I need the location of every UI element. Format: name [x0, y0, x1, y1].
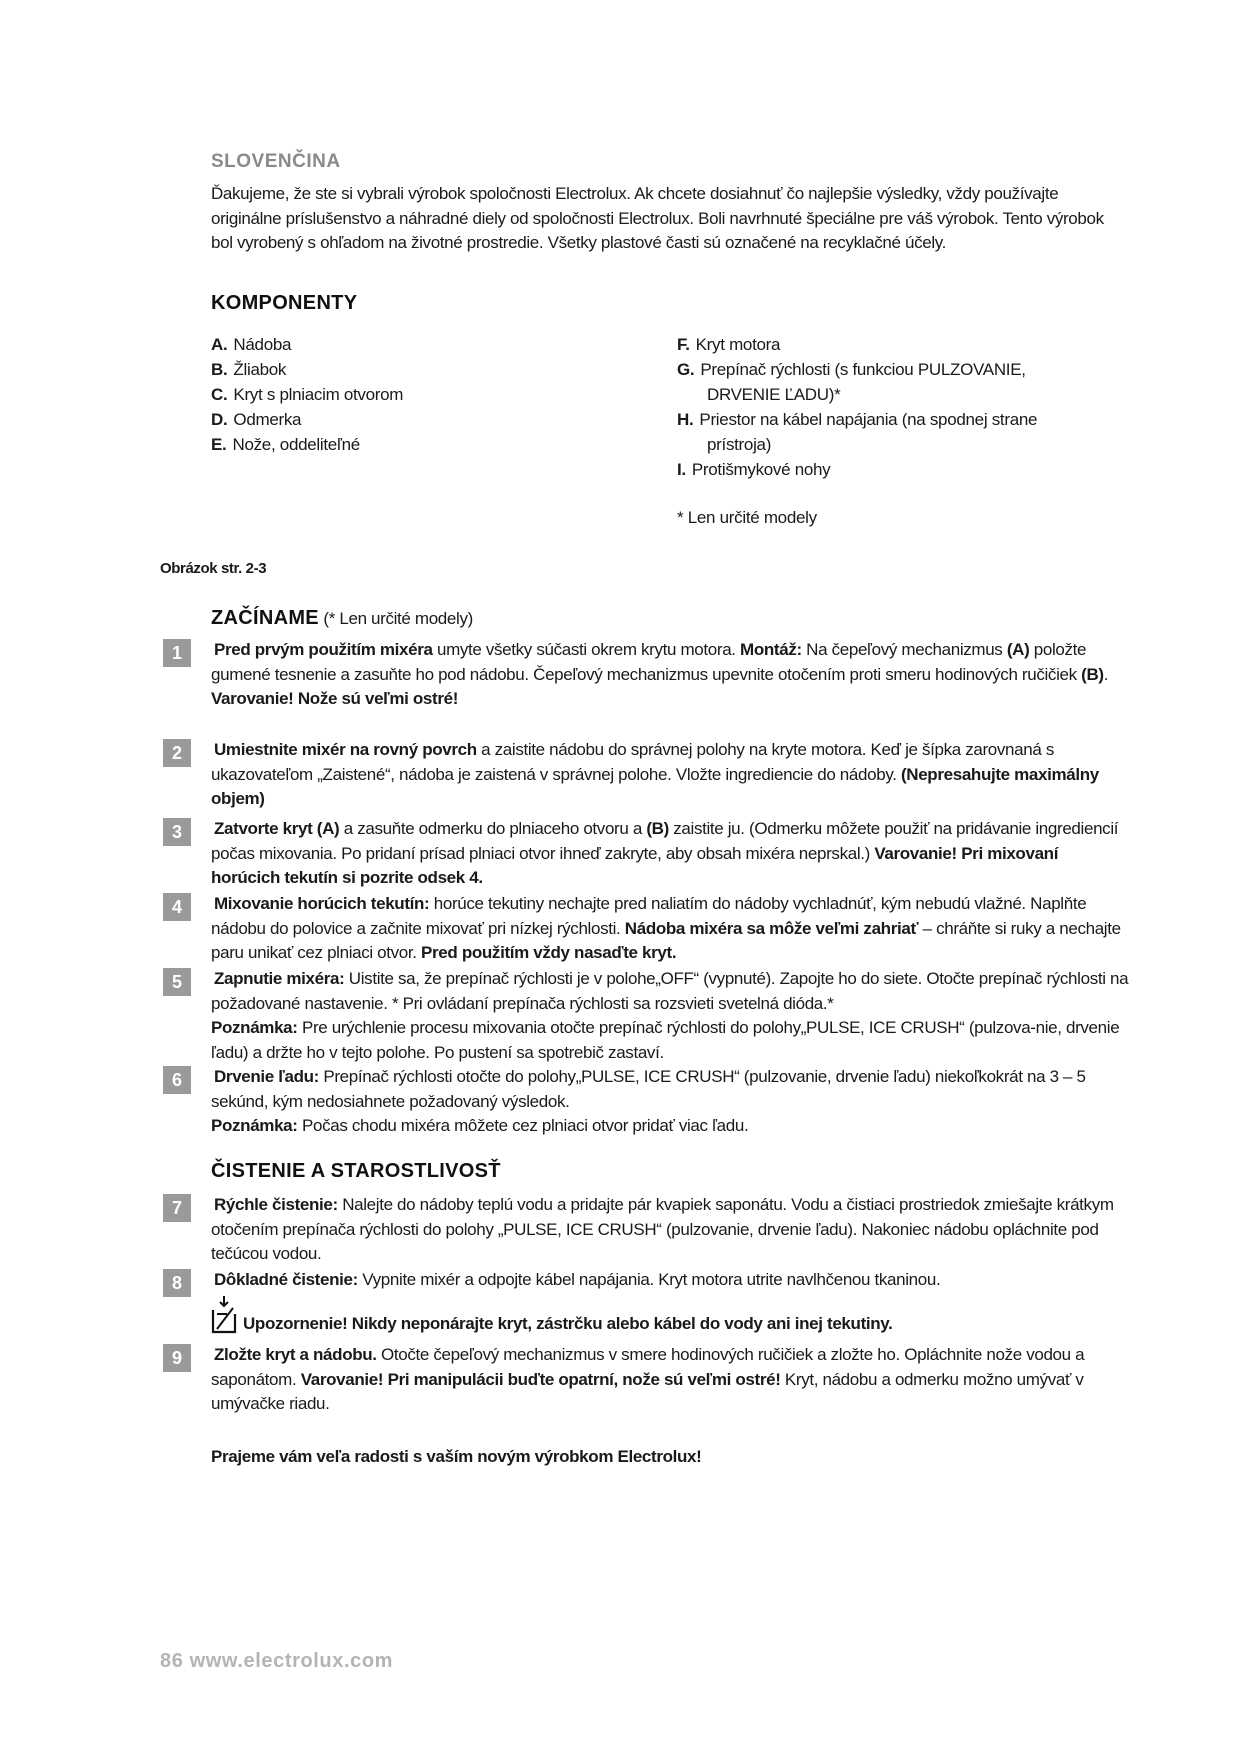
text-segment: Počas chodu mixéra môžete cez plniaci otvor pridať viac ľadu.	[297, 1116, 749, 1135]
step-1-text	[211, 638, 1129, 712]
component-item: A. Nádoba	[211, 335, 292, 354]
bold-text-segment: Umiestnite mixér na rovný povrch	[214, 740, 477, 759]
step-number-badge: 5	[163, 968, 191, 996]
text-segment: a zaistite nádobu do správnej polohy na kryte motora. Keď je šípka zarovnaná s ukazovateľom „Zaistené“, nádoba je zaistená v správnej polohe. Vložte ingrediencie do nádoby.	[211, 740, 1054, 784]
step-number-badge: 9	[163, 1344, 191, 1372]
component-item: B. Žliabok	[211, 360, 287, 379]
components-list-right	[677, 332, 1137, 530]
bold-text-segment: Varovanie! Pri mixovaní horúcich tekutín si pozrite odsek 4.	[211, 843, 1059, 887]
bold-text-segment: Poznámka:	[211, 1116, 298, 1135]
closing-text: Prajeme vám veľa radosti s vaším novým výrobkom Electrolux!	[211, 1447, 702, 1466]
text-segment: Nalejte do nádoby teplú vodu a pridajte pár kvapiek saponátu. Vodu a čistiaci prostriedok zmiešajte krátkym otočením prepínača rýchlosti do polohy „PULSE, ICE CRUSH“ (pulzovanie, drvenie ľadu). Nakoniec nádobu opláchnite pod tečúcou vodou.	[211, 1195, 1114, 1263]
step-3-text	[211, 817, 1129, 891]
step-number-badge: 7	[163, 1194, 191, 1222]
component-item: C. Kryt s plniacim otvorom	[211, 385, 404, 404]
bold-text-segment: Pred prvým použitím mixéra	[214, 640, 433, 659]
text-segment: – chráňte si ruky a nechajte paru unikať cez plniaci otvor.	[211, 918, 1121, 962]
bold-text-segment: Drvenie ľadu:	[214, 1067, 319, 1086]
text-segment: Uistite sa, že prepínač rýchlosti je v polohe„OFF“ (vypnuté). Zapojte ho do siete. Otočte prepínač rýchlosti na požadované nastavenie. * Pri ovládaní prepínača rýchlosti sa rozsvieti svetelná dióda.*	[211, 969, 1129, 1013]
bold-text-segment: (Nepresahujte maximálny objem)	[211, 764, 1099, 808]
component-item: E. Nože, oddeliteľné	[211, 435, 360, 454]
step-7-text	[211, 1193, 1129, 1267]
text-segment: Pre urýchlenie procesu mixovania otočte prepínač rýchlosti do polohy„PULSE, ICE CRUSH“ (pulzova-nie, drvenie ľadu) a držte ho v tejto polohe. Po pustení sa spotrebič zastaví.	[211, 1018, 1120, 1062]
step-6-text	[211, 1065, 1129, 1139]
getting-started-heading: ZAČÍNAME	[211, 607, 319, 629]
components-heading: KOMPONENTY	[211, 292, 358, 314]
page-footer: 86 www.electrolux.com	[160, 1650, 394, 1672]
bold-text-segment: Montáž:	[740, 640, 802, 659]
intro-paragraph: Ďakujeme, že ste si vybrali výrobok spoločnosti Electrolux. Ak chcete dosiahnuť čo najlepšie výsledky, vždy používajte originálne príslušenstvo a náhradné diely od spoločnosti Electrolux. Boli navrhnuté špeciálne pre váš výrobok. Tento výrobok bol vyrobený s ohľadom na životné prostredie. Všetky plastové časti sú označené na recyklačné účely.	[211, 184, 1104, 252]
bold-text-segment: (A)	[1006, 640, 1030, 659]
bold-text-segment: Nádoba mixéra sa môže veľmi zahriať	[624, 918, 919, 938]
bold-text-segment: Rýchle čistenie:	[214, 1195, 338, 1214]
warning-text: Upozornenie! Nikdy neponárajte kryt, zástrčku alebo kábel do vody ani inej tekutiny.	[243, 1314, 893, 1333]
step-number-badge: 1	[163, 639, 191, 667]
component-item: I. Protišmykové nohy	[677, 460, 831, 479]
text-segment: Kryt, nádobu a odmerku možno umývať v umývačke riadu.	[211, 1369, 1084, 1413]
step-5-text	[211, 967, 1129, 1065]
getting-started-header	[211, 607, 473, 632]
figure-reference: Obrázok str. 2-3	[160, 560, 267, 577]
bold-text-segment: Zapnutie mixéra:	[214, 969, 345, 988]
bold-text-segment: Varovanie! Nože sú veľmi ostré!	[211, 689, 459, 708]
step-8-text	[211, 1268, 1129, 1293]
component-item: G. Prepínač rýchlosti (s funkciou PULZOVANIE,	[677, 360, 1026, 379]
components-footnote: * Len určité modely	[677, 508, 817, 527]
bold-text-segment: Zatvorte kryt (A)	[214, 819, 340, 838]
bold-text-segment: Dôkladné čistenie:	[214, 1270, 358, 1289]
do-not-immerse-icon	[211, 1296, 233, 1330]
components-list-left	[211, 332, 651, 457]
text-segment: Vypnite mixér a odpojte kábel napájania. Kryt motora utrite navlhčenou tkaninou.	[357, 1270, 941, 1289]
step-9-text	[211, 1343, 1129, 1417]
step-number-badge: 4	[163, 893, 191, 921]
text-segment: položte gumené tesnenie a zasuňte ho pod nádobu. Čepeľový mechanizmus upevnite otočením proti smeru hodinových ručičiek	[211, 640, 1087, 684]
bold-text-segment: (B)	[1081, 664, 1104, 684]
text-segment: Na čepeľový mechanizmus	[801, 640, 1007, 659]
bold-text-segment: Poznámka:	[211, 1018, 298, 1037]
step-2-text	[211, 738, 1129, 812]
component-item: H. Priestor na kábel napájania (na spodnej strane	[677, 410, 1038, 429]
text-segment: Otočte čepeľový mechanizmus v smere hodinových ručičiek a zložte ho. Opláchnite nože vodou a saponátom.	[211, 1345, 1085, 1389]
text-segment: zaistite ju. (Odmerku môžete použiť na pridávanie ingrediencií počas mixovania. Po pridaní prísad plniaci otvor ihneď zakryte, aby obsah mixéra neprskal.)	[211, 819, 1119, 863]
getting-started-note: (* Len určité modely)	[323, 609, 473, 628]
bold-text-segment: Zložte kryt a nádobu.	[214, 1345, 377, 1364]
step-number-badge: 6	[163, 1066, 191, 1094]
step-number-badge: 2	[163, 739, 191, 767]
bold-text-segment: (B)	[646, 819, 669, 838]
component-item: F. Kryt motora	[677, 335, 781, 354]
step-number-badge: 3	[163, 818, 191, 846]
text-segment: .	[1103, 664, 1109, 684]
text-segment: Prepínač rýchlosti otočte do polohy„PULSE, ICE CRUSH“ (pulzovanie, drvenie ľadu) niekoľkokrát na 3 – 5 sekúnd, kým nedosiahnete požadovaný výsledok.	[211, 1067, 1086, 1111]
component-item-continuation: prístroja)	[707, 435, 772, 454]
bold-text-segment: Mixovanie horúcich tekutín:	[214, 894, 430, 913]
step-4-text	[211, 892, 1129, 966]
component-item-continuation: DRVENIE ĽADU)*	[707, 385, 841, 404]
text-segment: umyte všetky súčasti okrem krytu motora.	[432, 640, 741, 659]
bold-text-segment: Pred použitím vždy nasaďte kryt.	[421, 943, 677, 962]
language-heading: SLOVENČINA	[211, 151, 341, 172]
text-segment: a zasuňte odmerku do plniaceho otvoru a	[339, 819, 647, 838]
component-item: D. Odmerka	[211, 410, 302, 429]
bold-text-segment: Varovanie! Pri manipulácii buďte opatrní, nože sú veľmi ostré!	[300, 1369, 781, 1389]
step-number-badge: 8	[163, 1269, 191, 1297]
cleaning-heading: ČISTENIE A STAROSTLIVOSŤ	[211, 1160, 501, 1182]
text-segment: horúce tekutiny nechajte pred naliatím do nádoby vychladnúť, kým nebudú vlažné. Naplňte nádobu do polovice a začnite mixovať pri nízkej rýchlosti.	[211, 894, 1087, 938]
